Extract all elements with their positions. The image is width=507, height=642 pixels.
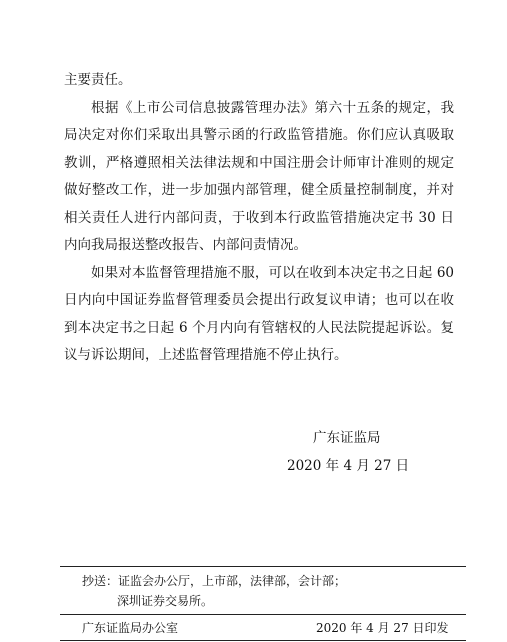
divider-top	[60, 566, 466, 567]
body-paragraph-decision: 根据《上市公司信息披露管理办法》第六十五条的规定，我局决定对你们采取出具警示函的行政监管措施。你们应认真吸取教训，严格遵照相关法律法规和中国注册会计师审计准则的规定做好整改工作，进一步加强内部管理，健全质量控制制度，并对相关责任人进行内部问责，于收到本行政监管措施决定书 30 日内向我局报送整改报告、内部问责情况。	[64, 99, 454, 253]
signature-org: 广东证监局	[313, 430, 381, 446]
distribution-line-1: 证监会办公厅，上市部，法律部，会计部；	[118, 574, 347, 588]
body-paragraph-continuation: 主要责任。	[64, 72, 132, 88]
distribution-line-2: 深圳证券交易所。	[117, 594, 214, 608]
signature-date: 2020 年 4 月 27 日	[287, 458, 410, 474]
divider-middle	[60, 614, 466, 615]
body-paragraph-appeal: 如果对本监督管理措施不服，可以在收到本决定书之日起 60 日内向中国证券监督管理委员会提出行政复议申请；也可以在收到本决定书之日起 6 个月内向有管辖权的人民法院提起诉讼。复议与诉讼期间，上述监督管理措施不停止执行。	[64, 264, 454, 363]
divider-bottom	[60, 640, 466, 641]
distribution-label: 抄送：	[82, 574, 119, 588]
distribution-list	[82, 571, 462, 611]
footer-issue-date: 2020 年 4 月 27 日印发	[316, 621, 449, 635]
footer-issuer: 广东证监局办公室	[82, 621, 179, 635]
document-body	[64, 67, 454, 370]
